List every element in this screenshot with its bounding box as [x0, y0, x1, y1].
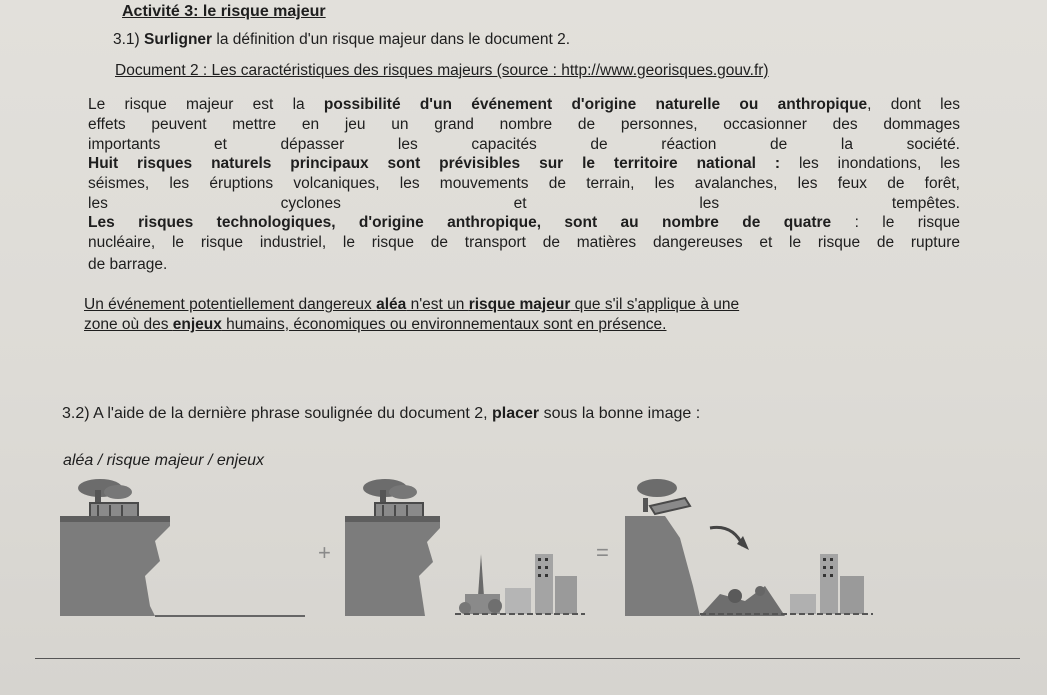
plus-sign: + [318, 540, 331, 565]
p4-e: que s'il s'applique à une [570, 296, 740, 313]
p1-definition: possibilité d'un événement d'origine naturelle ou anthropique [323, 96, 868, 113]
collapsed-cliff-shape [625, 516, 700, 616]
p4-h: humains, économiques ou environnementaux sont en présence. [221, 316, 667, 333]
p3-bold: Les risques technologiques, d'origine anthropique, sont au nombre de quatre [88, 214, 832, 231]
question-3-1 [113, 31, 570, 49]
answer-labels: aléa / risque majeur / enjeux [63, 452, 264, 469]
image-collapse-risque-majeur [625, 476, 875, 621]
p4-enjeux: enjeux [172, 316, 222, 333]
p3-line1 [88, 213, 960, 233]
p4-f: zone où des [84, 316, 173, 333]
q2-verb: placer [492, 405, 540, 422]
debris-village-icon [700, 554, 873, 616]
falling-tree-icon [637, 479, 690, 514]
equals-sign: = [596, 540, 609, 565]
p3-text: : le risque [831, 214, 960, 231]
village-icon [455, 554, 585, 614]
q2-text-a: 3.2) A l'aide de la dernière phrase soulignée du document 2, [62, 405, 493, 422]
image-cliff-village-enjeux [345, 476, 585, 621]
p2-line3: les cyclones et les tempêtes. [88, 195, 960, 212]
cliff-shape [345, 516, 440, 616]
cliff-shape [60, 516, 170, 616]
p1-text-a: Le risque majeur est la [88, 96, 324, 113]
p1-line2: effets peuvent mettre en jeu un grand nombre de personnes, occasionner des dommages [88, 116, 960, 133]
p1-line3: importants et dépasser les capacités de réaction de la société. [88, 136, 960, 153]
p1-text-c: , dont les [867, 96, 960, 113]
p4-a: Un événement potentiellement dangereux [84, 296, 377, 313]
q1-text: la définition d'un risque majeur dans le document 2. [212, 31, 571, 48]
underlined-sentence-line1 [84, 295, 954, 315]
answer-line [35, 658, 1020, 659]
q2-text-c: sous la bonne image : [539, 405, 701, 422]
document-2-title: Document 2 : Les caractéristiques des risques majeurs (source : http://www.georisques.gouv.fr) [115, 62, 769, 79]
underlined-sentence-line2 [84, 315, 954, 335]
tree-icon [78, 479, 132, 504]
p1-line1 [88, 95, 960, 115]
p3-line2: nucléaire, le risque industriel, le risque de transport de matières dangereuses et le risque de rupture [88, 234, 960, 251]
activity-title: Activité 3: le risque majeur [122, 3, 326, 20]
p2-line2: séismes, les éruptions volcaniques, les mouvements de terrain, les avalanches, les feux de forêt, [88, 175, 960, 192]
question-3-2 [62, 405, 700, 423]
p4-alea: aléa [376, 296, 407, 313]
p3-line3: de barrage. [88, 256, 168, 273]
p4-c: n'est un [406, 296, 469, 313]
p2-text: les inondations, les [780, 155, 960, 172]
p2-bold: Huit risques naturels principaux sont prévisibles sur le territoire national : [88, 155, 781, 172]
tree-icon [363, 479, 417, 504]
q1-number: 3.1) [113, 31, 140, 48]
p4-risque-majeur: risque majeur [468, 296, 571, 313]
image-cliff-alea [60, 476, 310, 621]
p2-line1 [88, 154, 960, 174]
q1-verb: Surligner [144, 31, 213, 48]
